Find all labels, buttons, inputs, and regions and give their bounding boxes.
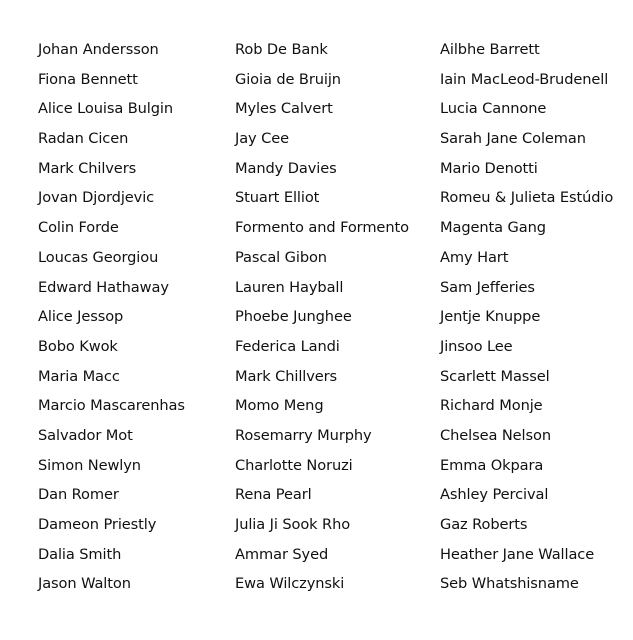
name-entry: Johan Andersson	[38, 41, 159, 58]
name-entry: Rosemarry Murphy	[235, 426, 372, 444]
name-column-1	[38, 39, 185, 603]
name-entry: Jay Cee	[235, 130, 289, 148]
name-entry: Marcio Mascarenhas	[38, 397, 185, 415]
name-entry: Edward Hathaway	[38, 278, 169, 296]
name-entry: Sarah Jane Coleman	[440, 130, 586, 148]
name-entry: Lucia Cannone	[440, 100, 547, 118]
name-entry: Dameon Priestly	[38, 516, 157, 533]
name-entry: Phoebe Junghee	[235, 308, 352, 326]
name-entry: Emma Okpara	[440, 456, 544, 474]
name-entry: Scarlett Massel	[440, 367, 550, 385]
name-entry: Sam Jefferies	[440, 278, 535, 296]
name-entry: Jinsoo Lee	[440, 337, 513, 355]
name-entry: Charlotte Noruzi	[235, 456, 353, 474]
name-entry: Fiona Bennett	[38, 70, 138, 88]
name-entry: Magenta Gang	[440, 219, 546, 237]
name-entry: Bobo Kwok	[38, 337, 118, 355]
name-entry: Salvador Mot	[38, 426, 133, 444]
name-entry: Formento and Formento	[235, 219, 409, 237]
name-entry: Colin Forde	[38, 219, 119, 237]
name-entry: Radan Cicen	[38, 130, 129, 148]
name-entry: Seb Whatshisname	[440, 575, 579, 593]
name-entry: Lauren Hayball	[235, 278, 344, 296]
name-entry: Federica Landi	[235, 337, 340, 355]
name-entry: Ailbhe Barrett	[440, 41, 540, 58]
name-entry: Heather Jane Wallace	[440, 545, 595, 563]
name-column-2	[235, 39, 409, 603]
name-entry: Ewa Wilczynski	[235, 575, 345, 593]
name-entry: Dan Romer	[38, 486, 119, 504]
name-entry: Richard Monje	[440, 397, 543, 415]
name-entry: Mark Chillvers	[235, 367, 338, 385]
name-entry: Gaz Roberts	[440, 516, 528, 533]
name-entry: Julia Ji Sook Rho	[235, 516, 351, 533]
name-entry: Pascal Gibon	[235, 248, 327, 266]
name-entry: Alice Jessop	[38, 308, 124, 326]
name-entry: Mario Denotti	[440, 159, 538, 177]
name-entry: Rob De Bank	[235, 41, 328, 58]
name-entry: Ashley Percival	[440, 486, 549, 504]
name-entry: Maria Macc	[38, 367, 120, 385]
name-entry: Gioia de Bruijn	[235, 70, 341, 88]
name-entry: Loucas Georgiou	[38, 248, 159, 266]
name-entry: Stuart Elliot	[235, 189, 320, 207]
name-entry: Mark Chilvers	[38, 159, 137, 177]
name-entry: Simon Newlyn	[38, 456, 141, 474]
name-entry: Alice Louisa Bulgin	[38, 100, 174, 118]
name-entry: Rena Pearl	[235, 486, 312, 504]
name-column-3	[440, 39, 613, 603]
name-entry: Momo Meng	[235, 397, 324, 415]
name-entry: Myles Calvert	[235, 100, 333, 118]
name-entry: Iain MacLeod-Brudenell	[440, 70, 609, 88]
name-entry: Jason Walton	[38, 575, 131, 593]
name-entry: Chelsea Nelson	[440, 426, 551, 444]
name-entry: Romeu & Julieta Estúdio	[440, 189, 614, 207]
name-entry: Jovan Djordjevic	[38, 189, 155, 207]
name-entry: Ammar Syed	[235, 545, 329, 563]
name-entry: Mandy Davies	[235, 159, 337, 177]
name-entry: Amy Hart	[440, 248, 509, 266]
name-entry: Jentje Knuppe	[440, 308, 541, 326]
name-entry: Dalia Smith	[38, 545, 122, 563]
